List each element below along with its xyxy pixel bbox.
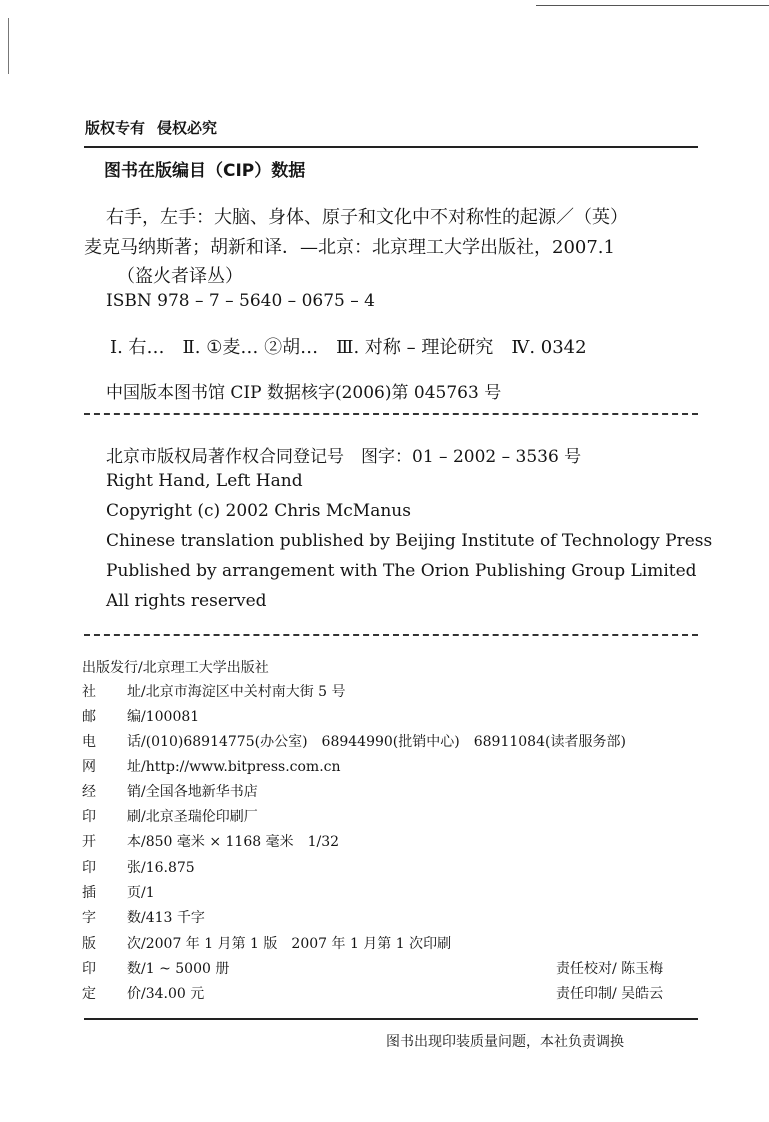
pub-value: (010)68914775(办公室) 68944990(批销中心) 68911084(读者服务部) <box>145 734 626 750</box>
pub-value: 1 <box>145 885 155 901</box>
pub-label: 开 <box>82 834 96 850</box>
pub-row-edition <box>82 933 451 953</box>
pub-label: 址/ <box>127 684 146 700</box>
pub-label: 印 <box>82 860 96 876</box>
translation-note: Chinese translation published by Beijing Institute of Technology Press <box>106 531 713 551</box>
pub-row-website <box>82 756 341 776</box>
pub-label: 刷/ <box>127 809 146 825</box>
pub-value: 北京圣瑞伦印刷厂 <box>145 809 258 825</box>
pub-row-distribution <box>82 781 258 801</box>
pub-value: 1 ~ 5000 册 <box>145 961 230 977</box>
pub-value: 2007 年 1 月第 1 版 2007 年 1 月第 1 次印刷 <box>145 936 452 952</box>
pub-label: 邮 <box>82 709 96 725</box>
scan-edge-line <box>536 5 769 6</box>
pub-label: 定 <box>82 986 96 1002</box>
scan-edge-line <box>8 18 9 74</box>
proofreader: 责任校对/ 陈玉梅 <box>556 961 664 977</box>
printing-supervisor: 责任印制/ 吴皓云 <box>556 986 664 1002</box>
piracy-warning-text: 侵权必究 <box>157 119 218 137</box>
pub-row-printer <box>82 806 258 826</box>
copyright-line: Copyright (c) 2002 Chris McManus <box>106 501 411 521</box>
pub-label: 销/ <box>127 784 146 800</box>
cip-heading: 图书在版编目（CIP）数据 <box>104 161 306 181</box>
pub-value: http://www.bitpress.com.cn <box>145 759 341 775</box>
pub-value: 34.00 元 <box>145 986 205 1002</box>
pub-value: 北京理工大学出版社 <box>142 660 269 676</box>
copyright-divider <box>84 634 698 636</box>
pub-label: 数/ <box>127 910 146 926</box>
pub-label: 字 <box>82 910 96 926</box>
pub-label: 经 <box>82 784 96 800</box>
pub-row-phone <box>82 731 626 751</box>
rights-reserved-en: All rights reserved <box>106 591 267 611</box>
pub-row-postcode <box>82 706 199 726</box>
pub-label: 编/ <box>127 709 146 725</box>
pub-label: 话/ <box>127 734 146 750</box>
pub-row-plates <box>82 882 155 902</box>
arrangement-note: Published by arrangement with The Orion Publishing Group Limited <box>106 561 697 581</box>
copyright-registration: 北京市版权局著作权合同登记号 图字：01 – 2002 – 3536 号 <box>106 447 582 467</box>
pub-row-sheets <box>82 857 195 877</box>
pub-row-publisher <box>82 657 269 677</box>
footer-rule <box>84 1018 698 1020</box>
pub-row-address <box>82 681 346 701</box>
cip-number: 中国版本图书馆 CIP 数据核字(2006)第 045763 号 <box>106 383 502 403</box>
pub-label: 址/ <box>127 759 146 775</box>
rights-reserved-text: 版权专有 <box>85 119 146 137</box>
pub-label: 数/ <box>127 961 146 977</box>
pub-label: 出版发行/ <box>82 660 143 676</box>
pub-label: 张/ <box>127 860 146 876</box>
pub-value: 北京市海淀区中关村南大街 5 号 <box>145 684 346 700</box>
pub-label: 社 <box>82 684 96 700</box>
pub-row-print-run <box>82 958 229 978</box>
cip-line-3: （盗火者译丛） <box>117 266 243 287</box>
title-english: Right Hand, Left Hand <box>106 471 303 491</box>
pub-label: 次/ <box>127 936 146 952</box>
pub-label: 电 <box>82 734 96 750</box>
isbn: ISBN 978 – 7 – 5640 – 0675 – 4 <box>106 291 375 311</box>
rights-header <box>85 117 217 138</box>
classification: Ⅰ. 右… Ⅱ. ①麦… ②胡… Ⅲ. 对称 – 理论研究 Ⅳ. 0342 <box>110 337 587 358</box>
pub-label: 网 <box>82 759 96 775</box>
pub-value: 850 毫米 × 1168 毫米 1/32 <box>145 834 340 850</box>
pub-label: 价/ <box>127 986 146 1002</box>
pub-label: 版 <box>82 936 96 952</box>
pub-row-format <box>82 831 339 851</box>
pub-value: 413 千字 <box>145 910 205 926</box>
header-rule <box>84 146 698 148</box>
pub-label: 页/ <box>127 885 146 901</box>
pub-value: 100081 <box>145 709 200 725</box>
pub-row-price <box>82 983 204 1003</box>
pub-row-wordcount <box>82 907 205 927</box>
cip-line-1: 右手，左手：大脑、身体、原子和文化中不对称性的起源／（英） <box>106 207 628 228</box>
pub-value: 16.875 <box>145 860 195 876</box>
quality-notice: 图书出现印装质量问题，本社负责调换 <box>386 1034 624 1050</box>
pub-value: 全国各地新华书店 <box>145 784 258 800</box>
pub-label: 印 <box>82 809 96 825</box>
cip-divider <box>84 413 698 415</box>
pub-label: 本/ <box>127 834 146 850</box>
pub-label: 插 <box>82 885 96 901</box>
pub-label: 印 <box>82 961 96 977</box>
cip-line-2: 麦克马纳斯著；胡新和译．—北京：北京理工大学出版社，2007.1 <box>84 237 615 258</box>
